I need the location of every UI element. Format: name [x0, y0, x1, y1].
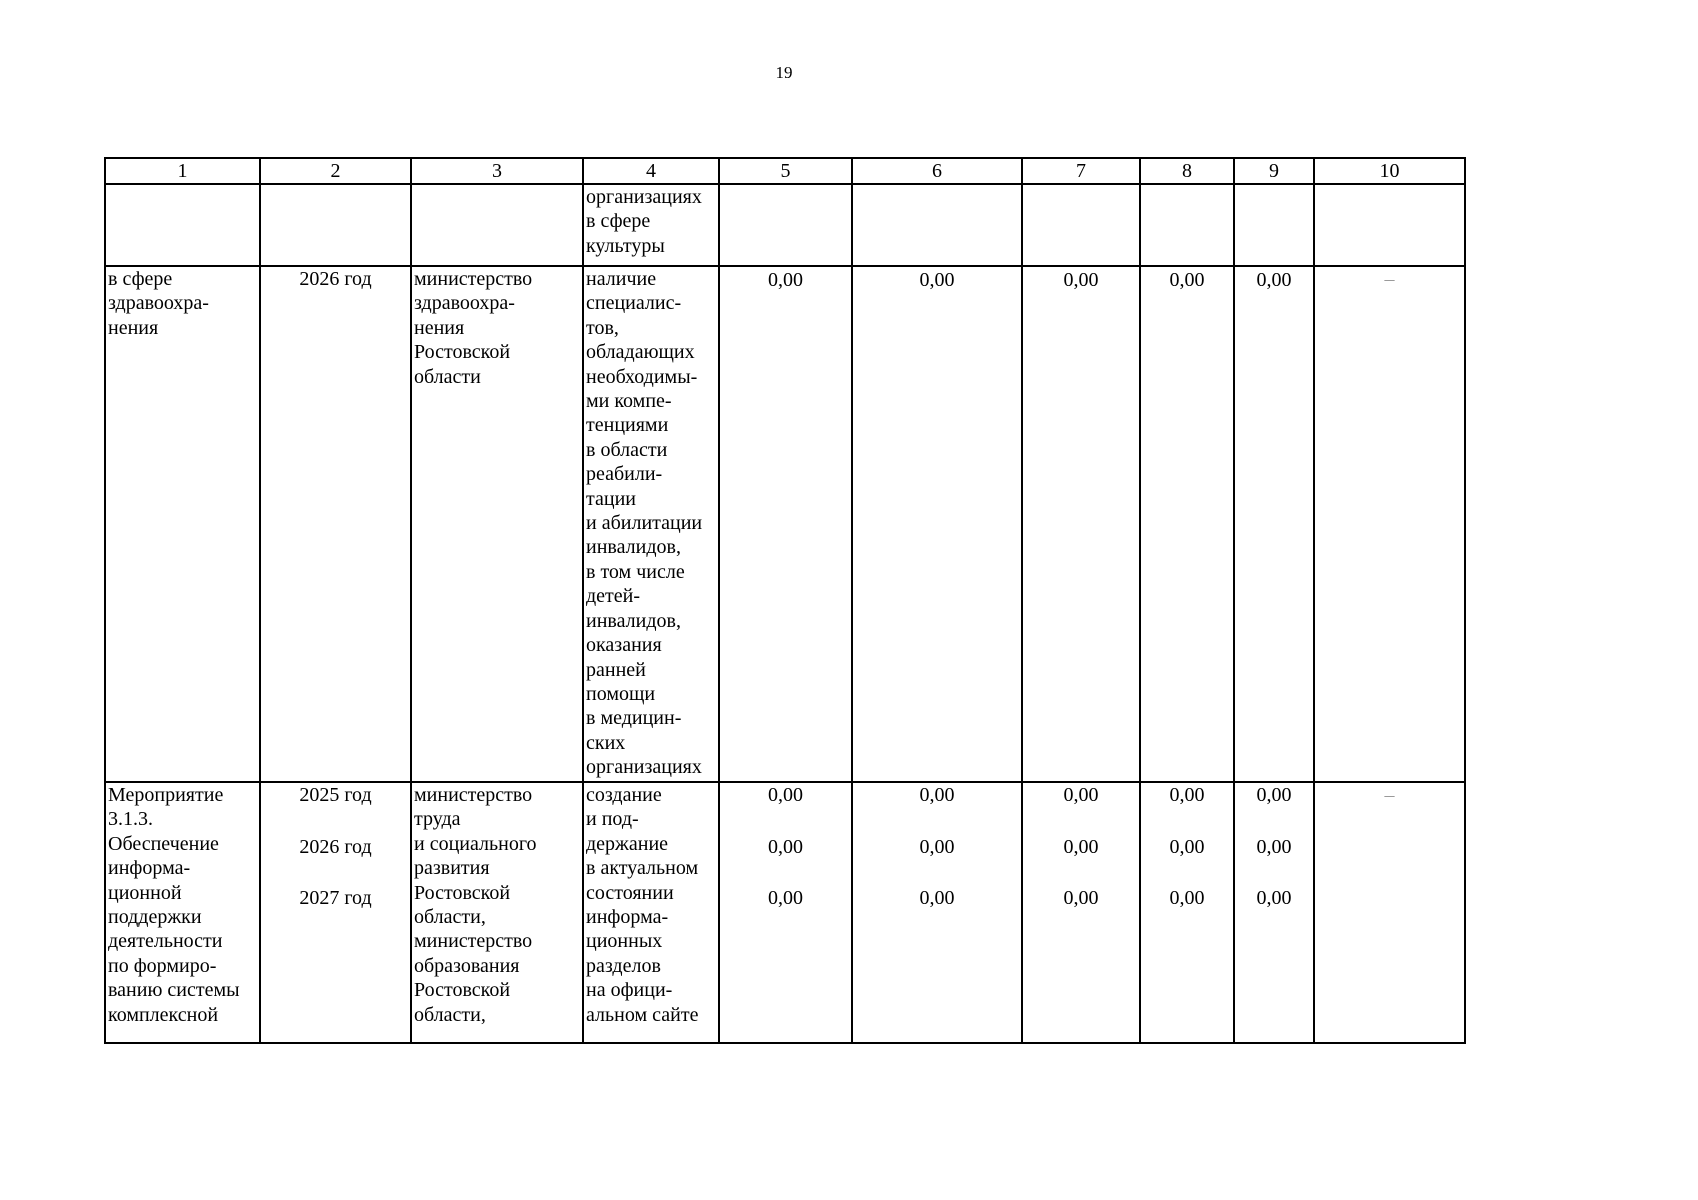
cell-value	[719, 184, 852, 266]
value-entry: 0,00	[1063, 835, 1099, 858]
cell-result: наличие специалис- тов, обладающих необходимы- ми компе- тенциями в области реабили- тации и абилитации инвалидов, в том числе детей- инвалидов, оказания ранней помощи в медицин- ских организациях	[583, 266, 719, 782]
value-entry: 0,00	[1169, 784, 1205, 806]
cell-executor: министерство здравоохра- нения Ростовской области	[411, 266, 583, 782]
cell-event: в сфере здравоохра- нения	[105, 266, 260, 782]
column-number: 8	[1140, 158, 1234, 184]
cell-value	[1140, 184, 1234, 266]
cell-note	[1314, 184, 1465, 266]
value-entry: 0,00	[768, 835, 803, 858]
cell-executor: министерство труда и социального развития Ростовской области, министерство образования Ростовской области,	[411, 782, 583, 1043]
cell-value	[1022, 782, 1140, 1043]
cell-value: 0,00	[852, 266, 1022, 782]
value-entry: 0,00	[1063, 887, 1099, 909]
cell-value	[719, 782, 852, 1043]
cell-value	[852, 782, 1022, 1043]
cell-result: организациях в сфере культуры	[583, 184, 719, 266]
value-entry: 0,00	[1063, 784, 1099, 806]
column-number: 10	[1314, 158, 1465, 184]
data-table	[104, 157, 1466, 1044]
column-number: 5	[719, 158, 852, 184]
cell-value	[1140, 782, 1234, 1043]
cell-period: 2026 год	[260, 266, 411, 782]
cell-executor	[411, 184, 583, 266]
column-number: 2	[260, 158, 411, 184]
cell-event	[105, 184, 260, 266]
value-entry: 0,00	[1169, 887, 1205, 909]
value-entry: 0,00	[919, 835, 955, 858]
page-number: 19	[775, 63, 793, 82]
cell-value	[1234, 782, 1314, 1043]
column-number: 7	[1022, 158, 1140, 184]
value-entry: 0,00	[919, 784, 955, 806]
column-number: 4	[583, 158, 719, 184]
cell-value	[1234, 184, 1314, 266]
cell-period	[260, 184, 411, 266]
value-entry: 0,00	[1256, 835, 1292, 858]
cell-note: –	[1314, 782, 1465, 1043]
value-entry: 0,00	[1256, 887, 1292, 909]
period-year: 2025 год	[299, 784, 372, 806]
column-number: 9	[1234, 158, 1314, 184]
cell-note: –	[1314, 266, 1465, 782]
column-number: 1	[105, 158, 260, 184]
cell-period	[260, 782, 411, 1043]
table-row	[105, 782, 1465, 1043]
cell-value	[1022, 184, 1140, 266]
column-number-row	[105, 158, 1465, 184]
period-year: 2027 год	[299, 887, 372, 909]
value-entry: 0,00	[1169, 835, 1205, 858]
value-entry: 0,00	[768, 784, 803, 806]
table-row	[105, 266, 1465, 782]
value-entry: 0,00	[768, 887, 803, 909]
cell-result: создание и под- держание в актуальном состоянии информа- ционных разделов на офици- альном сайте	[583, 782, 719, 1043]
column-number: 6	[852, 158, 1022, 184]
cell-value: 0,00	[1234, 266, 1314, 782]
cell-event: Мероприятие 3.1.3. Обеспечение информа- ционной поддержки деятельности по формиро- ванию системы комплексной	[105, 782, 260, 1043]
period-year: 2026 год	[299, 835, 372, 858]
cell-value	[852, 184, 1022, 266]
value-entry: 0,00	[919, 887, 955, 909]
cell-value: 0,00	[1022, 266, 1140, 782]
column-number: 3	[411, 158, 583, 184]
value-entry: 0,00	[1256, 784, 1292, 806]
table-row	[105, 184, 1465, 266]
cell-value: 0,00	[719, 266, 852, 782]
cell-value: 0,00	[1140, 266, 1234, 782]
